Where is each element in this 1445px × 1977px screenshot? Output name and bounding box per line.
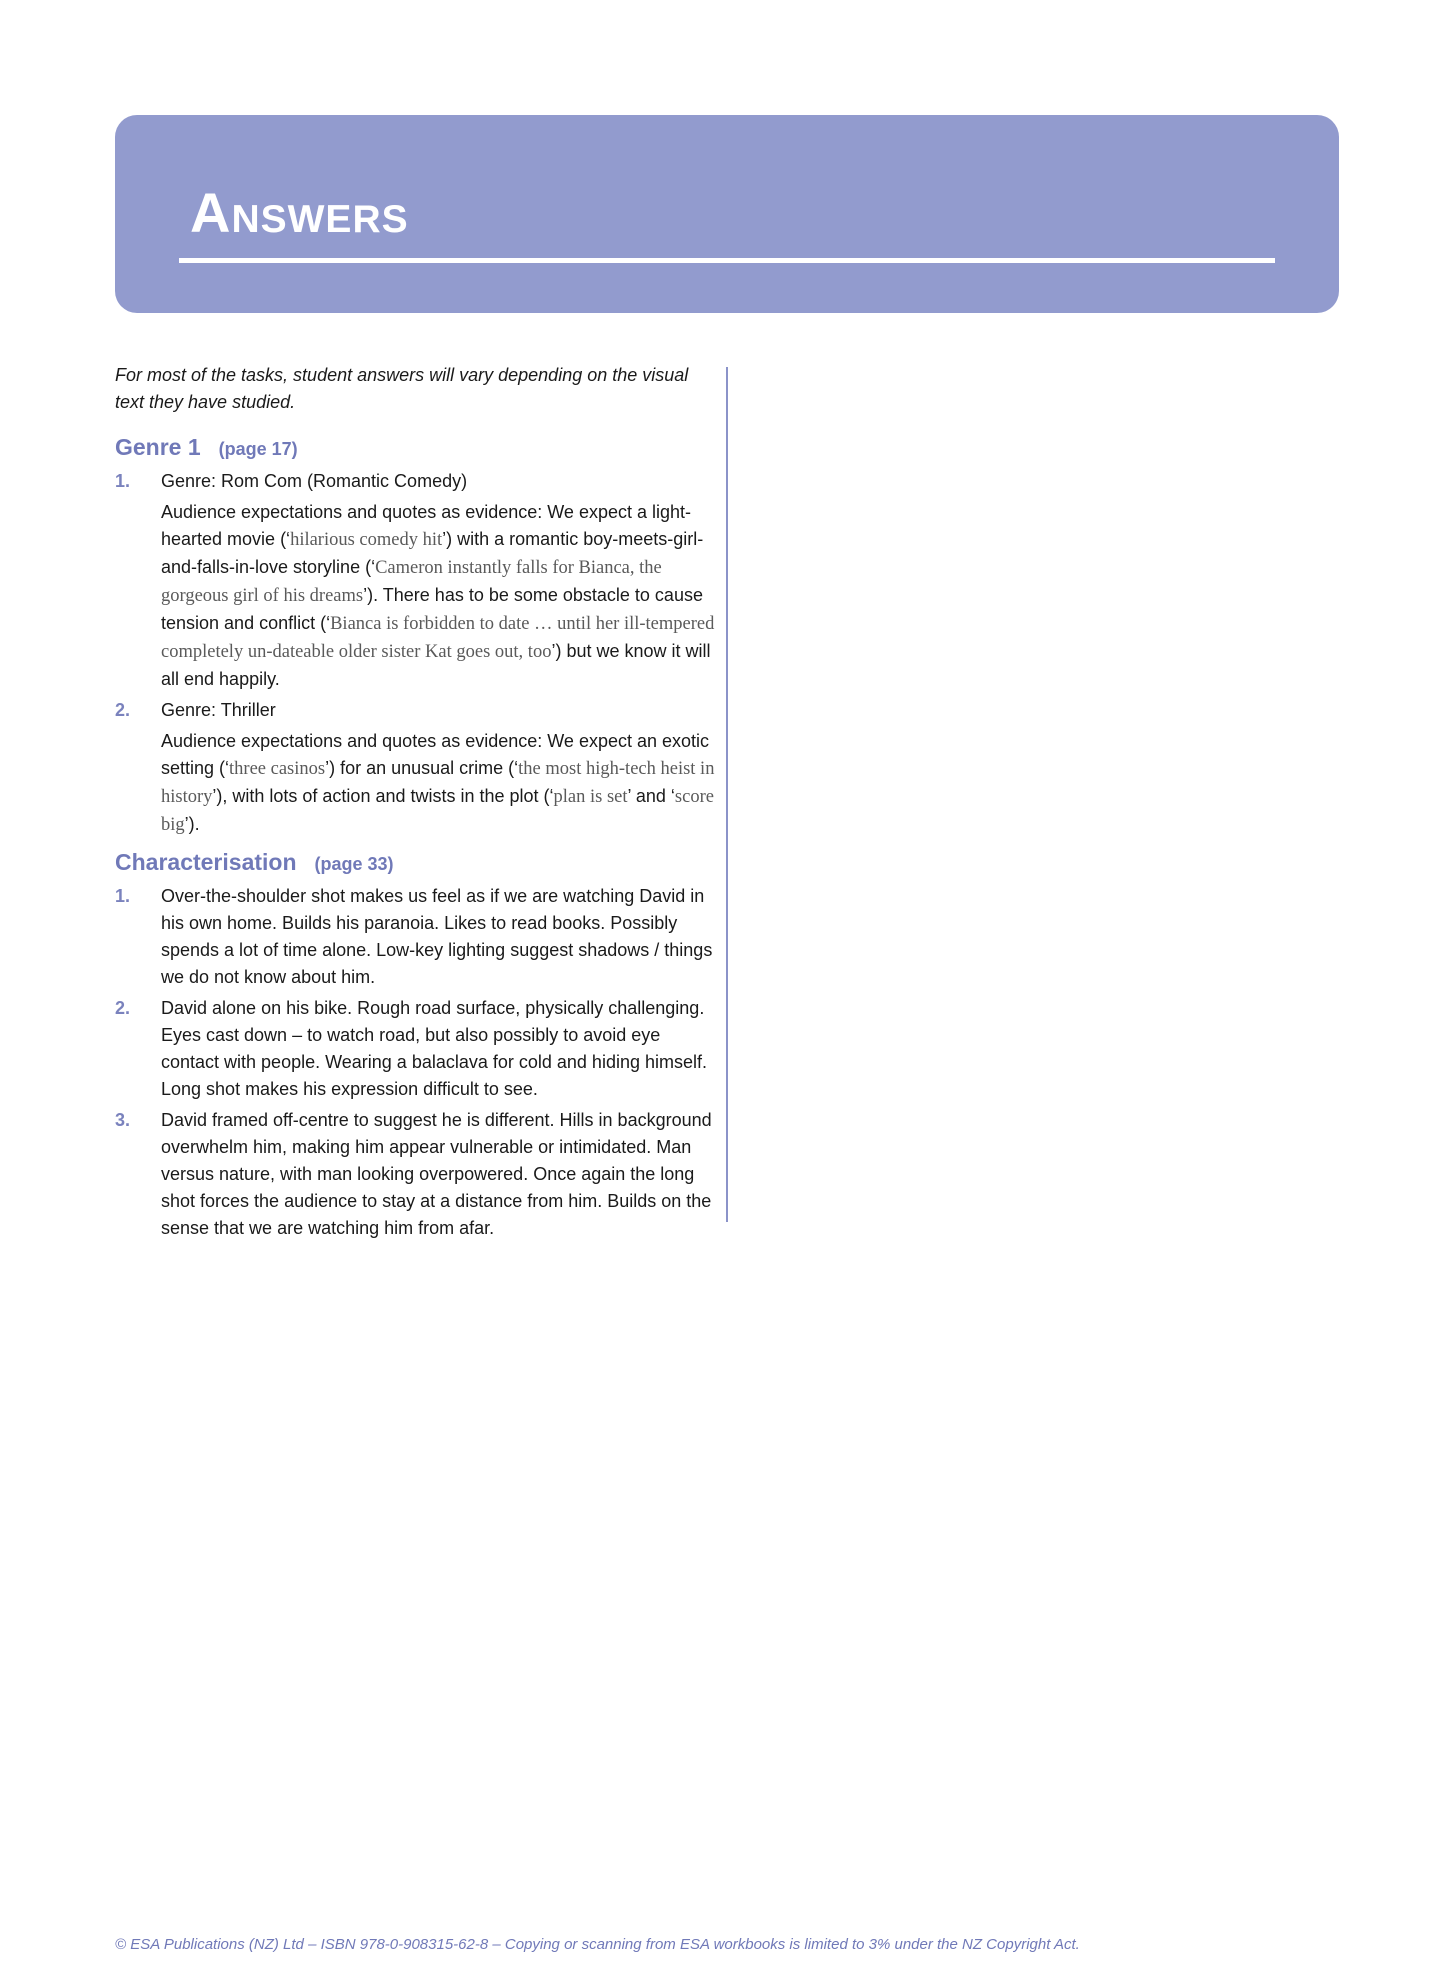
item-number: 2. — [115, 700, 131, 720]
genre-line: Genre: Rom Com (Romantic Comedy) — [161, 471, 468, 491]
answer-item — [115, 1107, 715, 1242]
item-number: 1. — [115, 886, 131, 906]
answer-text: Audience expectations and quotes as evidence: We expect an exotic setting (‘three casinos’) for an unusual crime (‘the most high-tech heist in history’), with lots of action and twists in the plot (‘plan is set’ and ‘score big’). — [161, 731, 715, 835]
intro-text: For most of the tasks, student answers will vary depending on the visual text they have studied. — [115, 365, 689, 412]
answer-item — [115, 468, 715, 693]
answer-text: David alone on his bike. Rough road surface, physically challenging. Eyes cast down – to watch road, but also possibly to avoid eye contact with people. Wearing a balaclava for cold and hiding himself. Long shot makes his expression difficult to see. — [161, 998, 707, 1099]
section-heading-characterisation — [115, 847, 715, 879]
section-title: Characterisation — [115, 849, 297, 875]
column-divider — [726, 367, 728, 1222]
item-number: 2. — [115, 998, 131, 1018]
title-underline — [179, 258, 1275, 263]
answer-text: David framed off-centre to suggest he is different. Hills in background overwhelm him, making him appear vulnerable or intimidated. Man versus nature, with man looking overpowered. Once again the long shot forces the audience to stay at a distance from him. Builds on the sense that we are watching him from afar. — [161, 1110, 712, 1238]
quote: the most high-tech heist in history — [161, 759, 715, 807]
answer-item — [115, 883, 715, 991]
quote: three casinos — [229, 759, 326, 779]
answer-text: Audience expectations and quotes as evidence: We expect a light-hearted movie (‘hilarious comedy hit’) with a romantic boy-meets-girl-and-falls-in-love storyline (‘Cameron instantly falls for Bianca, the gorgeous girl of his dreams’). There has to be some obstacle to cause tension and conflict (‘Bianca is forbidden to date … until her ill-tempered completely un-dateable older sister Kat goes out, too’) but we know it will all end happily. — [161, 502, 715, 689]
page-reference: (page 17) — [218, 439, 298, 459]
quote: plan is set — [553, 787, 628, 807]
answer-item — [115, 697, 715, 839]
answer-item — [115, 995, 715, 1103]
copyright-footer: © ESA Publications (NZ) Ltd – ISBN 978-0-908315-62-8 – Copying or scanning from ESA workbooks is limited to 3% under the NZ Copyright Act. — [115, 1936, 1080, 1953]
quote: score big — [161, 787, 714, 835]
answers-column — [115, 362, 715, 1246]
section-heading-genre — [115, 432, 715, 464]
quote: hilarious comedy hit — [290, 530, 443, 550]
quote: Cameron instantly falls for Bianca, the gorgeous girl of his dreams — [161, 558, 662, 606]
item-number: 1. — [115, 471, 131, 491]
quote: Bianca is forbidden to date … until her ill-tempered completely un-dateable older sister Kat goes out, too — [161, 614, 715, 662]
item-number: 3. — [115, 1110, 131, 1130]
section-title: Genre 1 — [115, 434, 201, 460]
genre-line: Genre: Thriller — [161, 700, 276, 720]
answer-text: Over-the-shoulder shot makes us feel as if we are watching David in his own home. Builds his paranoia. Likes to read books. Possibly spends a lot of time alone. Low-key lighting suggest shadows / things we do not know about him. — [161, 886, 713, 987]
page-reference: (page 33) — [314, 854, 394, 874]
page-title: Answers — [190, 181, 409, 244]
